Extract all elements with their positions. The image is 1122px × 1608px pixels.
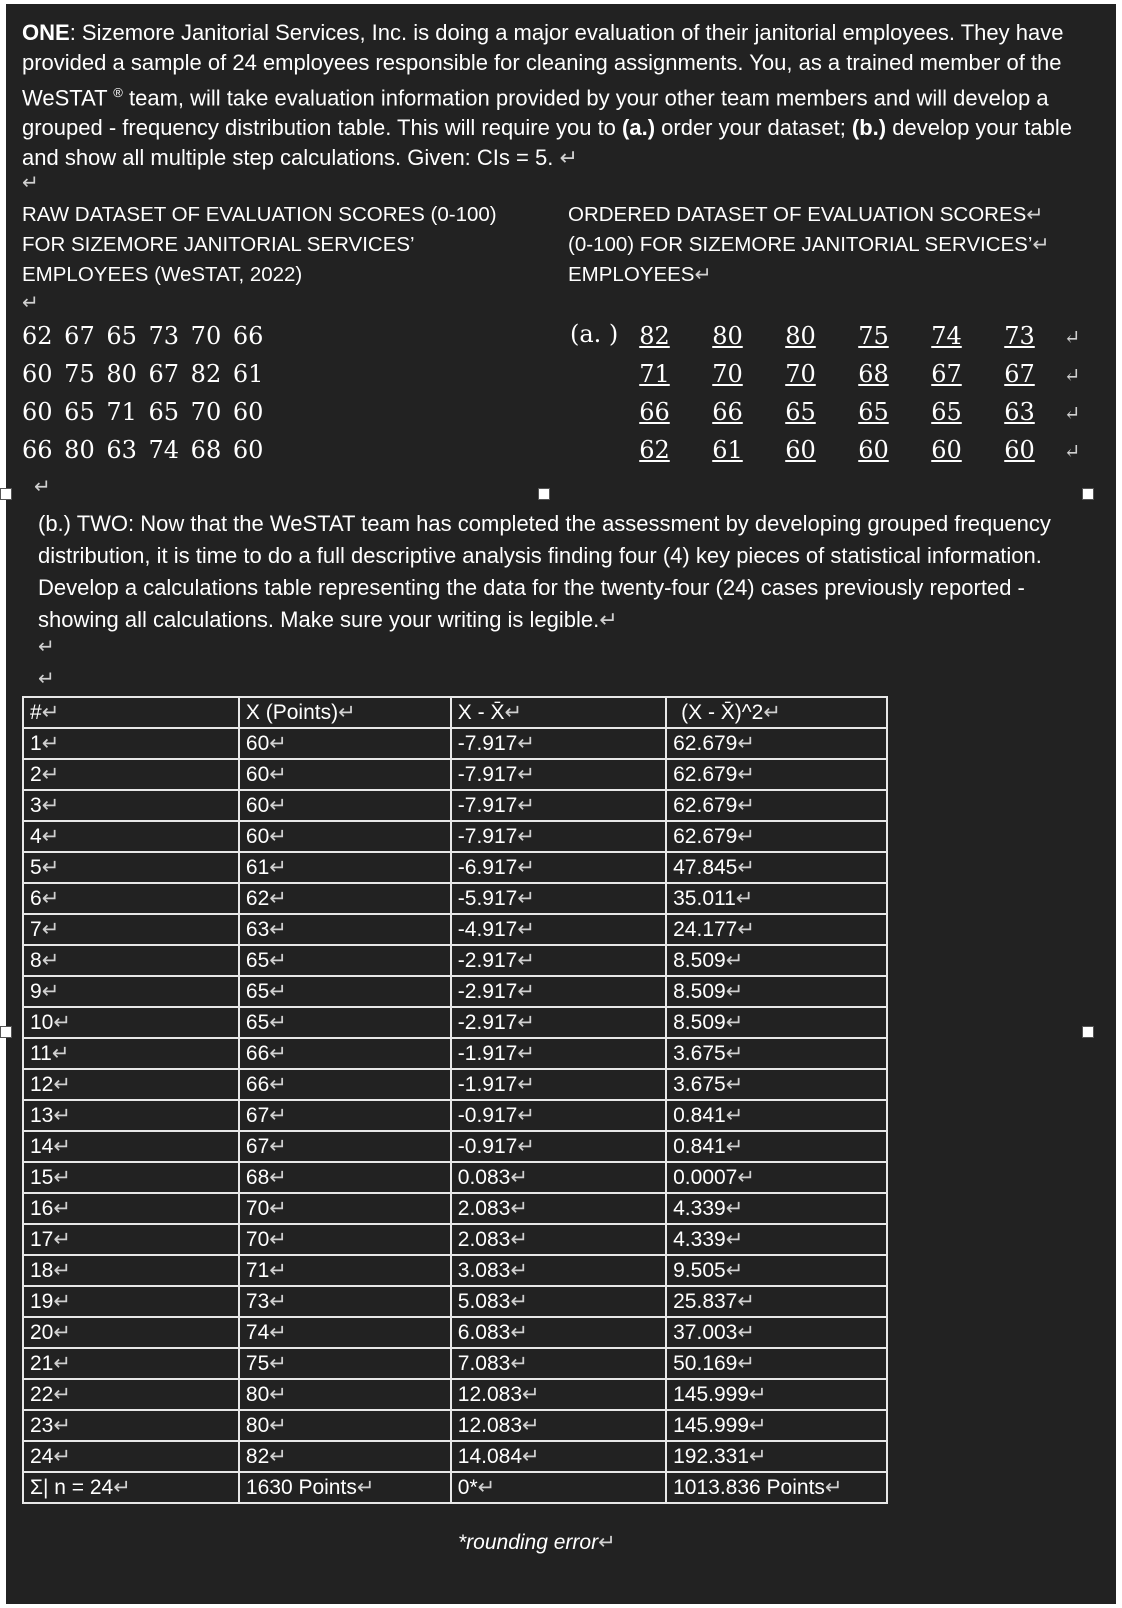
table-cell: 61↵ (239, 852, 451, 883)
table-row (23, 1162, 887, 1193)
table-cell: 65↵ (239, 1007, 451, 1038)
raw-data-row: 60 65 71 65 70 60 (22, 398, 264, 426)
table-cell: 7↵ (23, 914, 239, 945)
table-cell: 1630 Points↵ (239, 1472, 451, 1503)
table-cell: 145.999↵ (666, 1379, 887, 1410)
table-cell: 12.083↵ (451, 1379, 666, 1410)
table-cell: 66↵ (239, 1038, 451, 1069)
table-cell: 0*↵ (451, 1472, 666, 1503)
table-cell: -4.917↵ (451, 914, 666, 945)
table-row (23, 790, 887, 821)
resize-handle[interactable] (1082, 1026, 1094, 1038)
table-cell: 37.003↵ (666, 1317, 887, 1348)
ordered-value: 70 (712, 360, 743, 388)
ordered-value: 70 (785, 360, 816, 388)
table-cell: 62.679↵ (666, 821, 887, 852)
table-cell: -2.917↵ (451, 976, 666, 1007)
table-cell: 70↵ (239, 1193, 451, 1224)
table-cell: 71↵ (239, 1255, 451, 1286)
raw-heading-line: FOR SIZEMORE JANITORIAL SERVICES’ (22, 233, 415, 256)
header-cell: X (Points)↵ (239, 697, 451, 728)
table-cell: -2.917↵ (451, 1007, 666, 1038)
table-cell: 24↵ (23, 1441, 239, 1472)
table-cell: 35.011↵ (666, 883, 887, 914)
table-row (23, 1255, 887, 1286)
table-cell: 65↵ (239, 945, 451, 976)
paragraph-mark: ↵ (34, 476, 51, 498)
table-cell: 63↵ (239, 914, 451, 945)
section-one-text-b: team, will take evaluation information provided by your other team members and will develop a grouped - frequency distribution table. This will require you to (22, 85, 1049, 141)
ordered-value: 68 (858, 360, 889, 388)
table-row (23, 1286, 887, 1317)
table-row (23, 1379, 887, 1410)
table-cell: 13↵ (23, 1100, 239, 1131)
table-cell: -1.917↵ (451, 1069, 666, 1100)
ordered-value: 65 (931, 398, 962, 426)
table-cell: -0.917↵ (451, 1100, 666, 1131)
table-cell: 24.177↵ (666, 914, 887, 945)
section-two-paragraph (38, 508, 1098, 636)
ordered-value: 82 (639, 322, 670, 350)
table-cell: 80↵ (239, 1410, 451, 1441)
table-cell: 7.083↵ (451, 1348, 666, 1379)
ordered-value: 75 (858, 322, 889, 350)
table-cell: 22↵ (23, 1379, 239, 1410)
table-cell: 60↵ (239, 821, 451, 852)
ordered-value: 66 (639, 398, 670, 426)
table-row (23, 945, 887, 976)
table-row (23, 1410, 887, 1441)
table-row (23, 914, 887, 945)
ordered-value: 74 (931, 322, 962, 350)
table-cell: 23↵ (23, 1410, 239, 1441)
ordered-label: (a. ) (570, 320, 619, 348)
section-two-text: (b.) TWO: Now that the WeSTAT team has completed the assessment by developing grouped frequency distribution, it is time to do a full descriptive analysis finding four (4) key pieces of statistical information. Develop a calculations table representing the data for the twenty-four (24) cases previously reported - showing all calculations. Make sure your writing is legible. (38, 511, 1051, 632)
table-cell: 0.0007↵ (666, 1162, 887, 1193)
ordered-value: 60 (785, 436, 816, 464)
table-cell: 67↵ (239, 1131, 451, 1162)
table-cell: 1013.836 Points↵ (666, 1472, 887, 1503)
table-row (23, 883, 887, 914)
table-cell: 3↵ (23, 790, 239, 821)
table-row (23, 1069, 887, 1100)
rounding-footnote: *rounding error↵ (458, 1531, 616, 1554)
table-cell: 18↵ (23, 1255, 239, 1286)
header-cell: #↵ (23, 697, 239, 728)
table-cell: 60↵ (239, 759, 451, 790)
table-cell: 8.509↵ (666, 976, 887, 1007)
table-cell: 19↵ (23, 1286, 239, 1317)
table-cell: 9↵ (23, 976, 239, 1007)
table-cell: 5↵ (23, 852, 239, 883)
ordered-value: 66 (712, 398, 743, 426)
paragraph-mark: ↵ (1063, 401, 1081, 425)
table-header-row (23, 697, 887, 728)
table-cell: -5.917↵ (451, 883, 666, 914)
table-cell: 8.509↵ (666, 945, 887, 976)
table-cell: -7.917↵ (451, 759, 666, 790)
table-cell: 68↵ (239, 1162, 451, 1193)
table-cell: 0.083↵ (451, 1162, 666, 1193)
paragraph-mark: ↵ (599, 607, 618, 632)
table-cell: 4↵ (23, 821, 239, 852)
table-cell: 145.999↵ (666, 1410, 887, 1441)
section-one-paragraph (22, 18, 1102, 173)
table-row (23, 1100, 887, 1131)
table-row (23, 1193, 887, 1224)
table-cell: 1↵ (23, 728, 239, 759)
ordered-value: 65 (785, 398, 816, 426)
table-cell: 60↵ (239, 728, 451, 759)
table-cell: 47.845↵ (666, 852, 887, 883)
part-b-label: (b.) (851, 115, 887, 141)
table-row (23, 852, 887, 883)
table-cell: -0.917↵ (451, 1131, 666, 1162)
table-cell: 192.331↵ (666, 1441, 887, 1472)
table-row (23, 728, 887, 759)
resize-handle[interactable] (1082, 488, 1094, 500)
table-row (23, 976, 887, 1007)
table-cell: 65↵ (239, 976, 451, 1007)
table-cell: 16↵ (23, 1193, 239, 1224)
ordered-heading-line: (0-100) FOR SIZEMORE JANITORIAL SERVICES’ (568, 233, 1033, 256)
table-cell: 62.679↵ (666, 790, 887, 821)
paragraph-mark: ↵ (38, 636, 55, 658)
paragraph-mark: ↵ (1032, 233, 1050, 256)
paragraph-mark: ↵ (559, 145, 578, 171)
table-cell: 0.841↵ (666, 1100, 887, 1131)
table-row (23, 759, 887, 790)
resize-handle[interactable] (0, 488, 12, 500)
table-cell: 3.675↵ (666, 1069, 887, 1100)
paragraph-mark: ↵ (1063, 439, 1081, 463)
paragraph-mark: ↵ (1063, 325, 1081, 349)
ordered-value: 73 (1004, 322, 1035, 350)
table-cell: 62.679↵ (666, 728, 887, 759)
ordered-data-row (618, 436, 1080, 464)
table-cell: 67↵ (239, 1100, 451, 1131)
table-cell: 70↵ (239, 1224, 451, 1255)
table-cell: 8↵ (23, 945, 239, 976)
ordered-heading-line: ORDERED DATASET OF EVALUATION SCORES (568, 203, 1027, 226)
table-cell: 12.083↵ (451, 1410, 666, 1441)
resize-handle[interactable] (0, 1026, 12, 1038)
table-cell: 2.083↵ (451, 1193, 666, 1224)
ordered-data-row (618, 398, 1080, 426)
table-cell: 14.084↵ (451, 1441, 666, 1472)
ordered-value: 67 (931, 360, 962, 388)
table-cell: 80↵ (239, 1379, 451, 1410)
table-cell: 12↵ (23, 1069, 239, 1100)
table-cell: 4.339↵ (666, 1224, 887, 1255)
ordered-value: 65 (858, 398, 889, 426)
table-cell: 3.083↵ (451, 1255, 666, 1286)
table-cell: -6.917↵ (451, 852, 666, 883)
table-cell: 17↵ (23, 1224, 239, 1255)
table-cell: 20↵ (23, 1317, 239, 1348)
ordered-value: 63 (1004, 398, 1035, 426)
ordered-value: 62 (639, 436, 670, 464)
table-row (23, 1317, 887, 1348)
table-row (23, 1007, 887, 1038)
paragraph-mark: ↵ (22, 292, 39, 314)
table-cell: 14↵ (23, 1131, 239, 1162)
paragraph-mark: ↵ (22, 172, 39, 194)
ordered-value: 60 (931, 436, 962, 464)
table-cell: 9.505↵ (666, 1255, 887, 1286)
table-cell: 25.837↵ (666, 1286, 887, 1317)
paragraph-mark: ↵ (694, 263, 712, 286)
ordered-data-row (618, 322, 1080, 350)
registered-mark: ® (113, 85, 123, 100)
table-cell: 2↵ (23, 759, 239, 790)
raw-data-row: 60 75 80 67 82 61 (22, 360, 264, 388)
ordered-value: 67 (1004, 360, 1035, 388)
table-cell: 3.675↵ (666, 1038, 887, 1069)
raw-dataset-heading (22, 200, 497, 290)
ordered-value: 60 (1004, 436, 1035, 464)
ordered-data-row (618, 360, 1080, 388)
table-cell: 2.083↵ (451, 1224, 666, 1255)
table-row (23, 1348, 887, 1379)
table-row (23, 1038, 887, 1069)
table-cell: 82↵ (239, 1441, 451, 1472)
table-cell: 4.339↵ (666, 1193, 887, 1224)
table-cell: 60↵ (239, 790, 451, 821)
table-cell: 50.169↵ (666, 1348, 887, 1379)
table-row (23, 821, 887, 852)
table-cell: 62↵ (239, 883, 451, 914)
section-one-text-c: order your dataset; (655, 115, 852, 141)
paragraph-mark: ↵ (1063, 363, 1081, 387)
document-page (6, 4, 1116, 1604)
header-cell: X - X̄↵ (451, 697, 666, 728)
table-cell: Σ| n = 24↵ (23, 1472, 239, 1503)
raw-heading-line: RAW DATASET OF EVALUATION SCORES (0-100) (22, 203, 497, 226)
table-cell: -7.917↵ (451, 728, 666, 759)
table-row (23, 1224, 887, 1255)
table-cell: 6.083↵ (451, 1317, 666, 1348)
raw-heading-line: EMPLOYEES (WeSTAT, 2022) (22, 263, 303, 286)
ordered-heading-line: EMPLOYEES (568, 263, 695, 286)
table-cell: 73↵ (239, 1286, 451, 1317)
table-cell: -2.917↵ (451, 945, 666, 976)
calculations-table (22, 696, 888, 1504)
table-cell: 0.841↵ (666, 1131, 887, 1162)
raw-data-row: 66 80 63 74 68 60 (22, 436, 264, 464)
table-cell: 10↵ (23, 1007, 239, 1038)
resize-handle[interactable] (538, 488, 550, 500)
raw-data-row: 62 67 65 73 70 66 (22, 322, 264, 350)
ordered-value: 71 (639, 360, 670, 388)
table-sum-row (23, 1472, 887, 1503)
section-one-label: ONE (22, 20, 70, 45)
ordered-value: 80 (712, 322, 743, 350)
table-cell: -7.917↵ (451, 790, 666, 821)
table-cell: 15↵ (23, 1162, 239, 1193)
ordered-value: 61 (712, 436, 743, 464)
header-cell: (X - X̄)^2↵ (666, 697, 887, 728)
ordered-value: 80 (785, 322, 816, 350)
table-cell: 62.679↵ (666, 759, 887, 790)
table-cell: 8.509↵ (666, 1007, 887, 1038)
table-cell: 75↵ (239, 1348, 451, 1379)
part-a-label: (a.) (622, 115, 656, 141)
paragraph-mark: ↵ (1026, 203, 1044, 226)
table-cell: 21↵ (23, 1348, 239, 1379)
table-cell: 6↵ (23, 883, 239, 914)
table-cell: 74↵ (239, 1317, 451, 1348)
table-cell: -7.917↵ (451, 821, 666, 852)
table-cell: 11↵ (23, 1038, 239, 1069)
ordered-dataset-heading (568, 200, 1050, 290)
section-one-text-a: : Sizemore Janitorial Services, Inc. is doing a major evaluation of their janitorial employees. They have provided a sample of 24 employees responsible for cleaning assignments. You, as a trained member of the WeSTAT (22, 20, 1064, 111)
table-row (23, 1131, 887, 1162)
table-cell: -1.917↵ (451, 1038, 666, 1069)
paragraph-mark: ↵ (38, 668, 55, 690)
table-cell: 5.083↵ (451, 1286, 666, 1317)
table-row (23, 1441, 887, 1472)
ordered-value: 60 (858, 436, 889, 464)
table-cell: 66↵ (239, 1069, 451, 1100)
section-one-text-d: develop your table and show all multiple step calculations. Given: CIs = 5. (22, 115, 1073, 171)
